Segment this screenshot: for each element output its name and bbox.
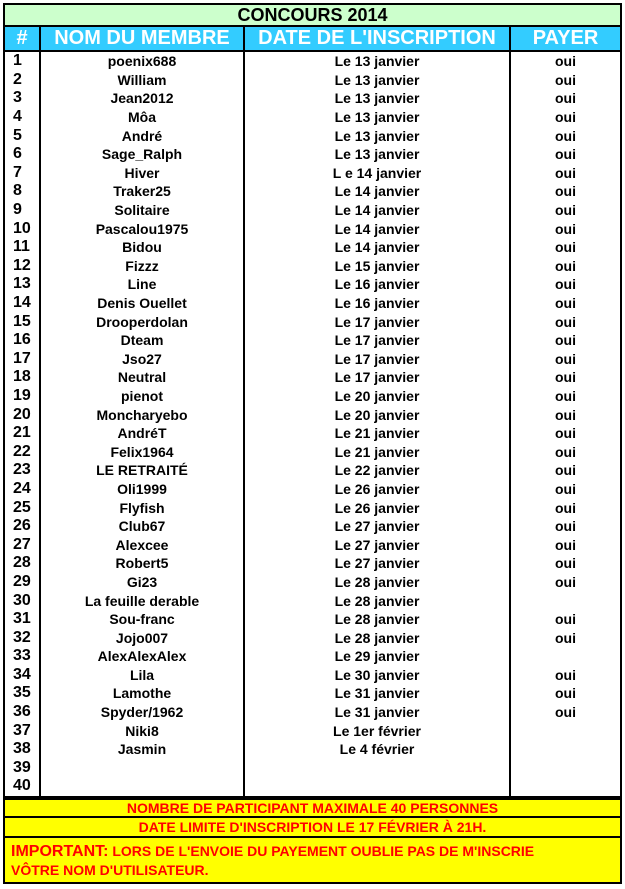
table-row	[5, 666, 620, 685]
sheet-title: CONCOURS 2014	[3, 3, 622, 27]
table-row	[5, 461, 620, 480]
member-name: Jean2012	[41, 89, 245, 108]
row-number: 19	[5, 387, 41, 406]
member-name: Felix1964	[41, 442, 245, 461]
registration-date: Le 1er février	[245, 721, 511, 740]
member-name: Jojo007	[41, 628, 245, 647]
table-row	[5, 759, 620, 778]
paid-status: oui	[555, 685, 576, 702]
paid-status: oui	[555, 276, 576, 293]
row-number: 7	[5, 164, 41, 183]
table-row	[5, 498, 620, 517]
table-row	[5, 535, 620, 554]
row-number: 33	[5, 647, 41, 666]
row-number: 12	[5, 257, 41, 276]
row-number: 38	[5, 740, 41, 759]
paid-status: oui	[555, 666, 576, 683]
table-row	[5, 71, 620, 90]
row-number: 18	[5, 368, 41, 387]
paid-status: oui	[555, 164, 576, 181]
registration-date: Le 17 janvier	[245, 312, 511, 331]
max-participants-note: NOMBRE DE PARTICIPANT MAXIMALE 40 PERSONNES	[3, 798, 622, 818]
row-number: 17	[5, 350, 41, 369]
table-row	[5, 684, 620, 703]
member-name: Pascalou1975	[41, 219, 245, 238]
member-name: Dteam	[41, 331, 245, 350]
table-row	[5, 517, 620, 536]
paid-status: oui	[555, 295, 576, 312]
row-number: 16	[5, 331, 41, 350]
header-registration-date: DATE DE L'INSCRIPTION	[245, 27, 511, 50]
contest-sheet	[3, 3, 622, 884]
paid-status: oui	[555, 220, 576, 237]
member-name: Bidou	[41, 238, 245, 257]
table-row	[5, 721, 620, 740]
registration-date: Le 27 janvier	[245, 535, 511, 554]
table-row	[5, 52, 620, 71]
table-header	[3, 27, 622, 52]
member-name	[41, 759, 245, 778]
header-number: #	[5, 27, 41, 50]
row-number: 25	[5, 498, 41, 517]
member-name: William	[41, 71, 245, 90]
paid-status: oui	[555, 443, 576, 460]
table-row	[5, 145, 620, 164]
table-row	[5, 331, 620, 350]
member-name: Gi23	[41, 573, 245, 592]
registration-date: Le 13 janvier	[245, 52, 511, 71]
table-row	[5, 610, 620, 629]
registration-date: Le 13 janvier	[245, 126, 511, 145]
important-text-line1: LORS DE L'ENVOIE DU PAYEMENT OUBLIE PAS DE M'INSCRIE	[108, 842, 535, 859]
paid-status	[511, 647, 620, 666]
paid-status: oui	[555, 555, 576, 572]
registration-date: Le 17 janvier	[245, 350, 511, 369]
row-number: 36	[5, 703, 41, 722]
paid-status: oui	[555, 53, 576, 70]
table-row	[5, 164, 620, 183]
table-row	[5, 368, 620, 387]
registration-date: Le 28 janvier	[245, 591, 511, 610]
registration-date: Le 4 février	[245, 740, 511, 759]
paid-status: oui	[555, 313, 576, 330]
registration-date: Le 21 janvier	[245, 424, 511, 443]
paid-status: oui	[555, 239, 576, 256]
registration-date: Le 31 janvier	[245, 684, 511, 703]
row-number: 10	[5, 219, 41, 238]
registration-date: Le 28 janvier	[245, 610, 511, 629]
registration-date: Le 28 janvier	[245, 573, 511, 592]
registration-date: Le 15 janvier	[245, 257, 511, 276]
member-name: Spyder/1962	[41, 703, 245, 722]
member-name	[41, 777, 245, 796]
row-number: 6	[5, 145, 41, 164]
table-row	[5, 238, 620, 257]
row-number: 34	[5, 666, 41, 685]
row-number: 5	[5, 126, 41, 145]
member-name: Hiver	[41, 164, 245, 183]
registration-date: Le 14 janvier	[245, 219, 511, 238]
table-row	[5, 108, 620, 127]
row-number: 32	[5, 628, 41, 647]
member-name: Fizzz	[41, 257, 245, 276]
registration-date: Le 14 janvier	[245, 201, 511, 220]
paid-status: oui	[555, 387, 576, 404]
paid-status: oui	[555, 257, 576, 274]
row-number: 37	[5, 721, 41, 740]
member-name: Lila	[41, 666, 245, 685]
member-name: Niki8	[41, 721, 245, 740]
member-name: Môa	[41, 108, 245, 127]
registration-date: Le 14 janvier	[245, 238, 511, 257]
table-row	[5, 126, 620, 145]
important-label: IMPORTANT:	[11, 842, 109, 860]
paid-status: oui	[555, 90, 576, 107]
registration-date: Le 14 janvier	[245, 182, 511, 201]
paid-status: oui	[555, 480, 576, 497]
registration-date: Le 21 janvier	[245, 442, 511, 461]
member-name: André	[41, 126, 245, 145]
member-name: AlexAlexAlex	[41, 647, 245, 666]
row-number: 22	[5, 442, 41, 461]
paid-status: oui	[555, 146, 576, 163]
paid-status: oui	[555, 518, 576, 535]
row-number: 1	[5, 52, 41, 71]
member-name: Club67	[41, 517, 245, 536]
row-number: 39	[5, 759, 41, 778]
paid-status	[511, 740, 620, 759]
paid-status: oui	[555, 406, 576, 423]
table-row	[5, 201, 620, 220]
registration-date: Le 29 janvier	[245, 647, 511, 666]
member-name: LE RETRAITÉ	[41, 461, 245, 480]
row-number: 15	[5, 312, 41, 331]
paid-status: oui	[555, 109, 576, 126]
table-row	[5, 294, 620, 313]
table-row	[5, 591, 620, 610]
table-row	[5, 257, 620, 276]
row-number: 20	[5, 405, 41, 424]
table-row	[5, 219, 620, 238]
paid-status	[511, 777, 620, 796]
important-note	[3, 838, 622, 884]
member-name: Flyfish	[41, 498, 245, 517]
row-number: 23	[5, 461, 41, 480]
registration-date	[245, 777, 511, 796]
paid-status: oui	[555, 369, 576, 386]
header-paid: PAYER	[532, 27, 599, 49]
table-row	[5, 554, 620, 573]
row-number: 28	[5, 554, 41, 573]
registration-date: Le 13 janvier	[245, 89, 511, 108]
table-row	[5, 275, 620, 294]
row-number: 40	[5, 777, 41, 796]
paid-status	[511, 591, 620, 610]
row-number: 21	[5, 424, 41, 443]
registration-date: Le 13 janvier	[245, 145, 511, 164]
paid-status: oui	[555, 611, 576, 628]
registration-date: Le 22 janvier	[245, 461, 511, 480]
row-number: 13	[5, 275, 41, 294]
row-number: 35	[5, 684, 41, 703]
member-name: Neutral	[41, 368, 245, 387]
member-name: AndréT	[41, 424, 245, 443]
member-name: pienot	[41, 387, 245, 406]
member-name: La feuille derable	[41, 591, 245, 610]
member-name: Robert5	[41, 554, 245, 573]
registration-date: Le 16 janvier	[245, 275, 511, 294]
registration-date	[245, 759, 511, 778]
registration-date: Le 31 janvier	[245, 703, 511, 722]
paid-status: oui	[555, 71, 576, 88]
member-name: Moncharyebo	[41, 405, 245, 424]
important-text-line2: VÔTRE NOM D'UTILISATEUR.	[11, 861, 209, 878]
table-row	[5, 182, 620, 201]
paid-status: oui	[555, 350, 576, 367]
row-number: 14	[5, 294, 41, 313]
table-row	[5, 628, 620, 647]
registration-date: Le 26 janvier	[245, 498, 511, 517]
table-row	[5, 777, 620, 796]
member-name: Line	[41, 275, 245, 294]
deadline-note: DATE LIMITE D'INSCRIPTION LE 17 FÉVRIER À 21H.	[3, 818, 622, 838]
row-number: 26	[5, 517, 41, 536]
table-row	[5, 740, 620, 759]
row-number: 11	[5, 238, 41, 257]
paid-status: oui	[555, 704, 576, 721]
registration-date: Le 16 janvier	[245, 294, 511, 313]
member-name: Lamothe	[41, 684, 245, 703]
registration-date: Le 28 janvier	[245, 628, 511, 647]
paid-status: oui	[555, 499, 576, 516]
paid-status	[511, 759, 620, 778]
table-row	[5, 424, 620, 443]
paid-status: oui	[555, 127, 576, 144]
row-number: 30	[5, 591, 41, 610]
member-name: Traker25	[41, 182, 245, 201]
member-name: Oli1999	[41, 480, 245, 499]
paid-status	[511, 721, 620, 740]
paid-status: oui	[555, 536, 576, 553]
row-number: 3	[5, 89, 41, 108]
registration-date: L e 14 janvier	[245, 164, 511, 183]
registration-date: Le 26 janvier	[245, 480, 511, 499]
row-number: 31	[5, 610, 41, 629]
registration-date: Le 17 janvier	[245, 331, 511, 350]
table-row	[5, 350, 620, 369]
row-number: 27	[5, 535, 41, 554]
table-row	[5, 405, 620, 424]
member-name: Drooperdolan	[41, 312, 245, 331]
paid-status: oui	[555, 573, 576, 590]
registration-date: Le 20 janvier	[245, 387, 511, 406]
paid-status: oui	[555, 332, 576, 349]
paid-status: oui	[555, 202, 576, 219]
registration-date: Le 17 janvier	[245, 368, 511, 387]
table-row	[5, 647, 620, 666]
registration-date: Le 27 janvier	[245, 554, 511, 573]
member-name: Jso27	[41, 350, 245, 369]
table-row	[5, 387, 620, 406]
table-row	[5, 312, 620, 331]
registration-date: Le 13 janvier	[245, 108, 511, 127]
paid-status: oui	[555, 629, 576, 646]
paid-status: oui	[555, 425, 576, 442]
paid-status: oui	[555, 183, 576, 200]
member-name: poenix688	[41, 52, 245, 71]
member-name: Solitaire	[41, 201, 245, 220]
registration-date: Le 27 janvier	[245, 517, 511, 536]
table-row	[5, 442, 620, 461]
row-number: 8	[5, 182, 41, 201]
table-row	[5, 703, 620, 722]
header-member-name: NOM DU MEMBRE	[41, 27, 245, 50]
registration-date: Le 30 janvier	[245, 666, 511, 685]
member-name: Alexcee	[41, 535, 245, 554]
participants-table	[3, 52, 622, 796]
row-number: 9	[5, 201, 41, 220]
row-number: 24	[5, 480, 41, 499]
row-number: 29	[5, 573, 41, 592]
paid-status: oui	[555, 462, 576, 479]
table-row	[5, 480, 620, 499]
table-row	[5, 89, 620, 108]
registration-date: Le 20 janvier	[245, 405, 511, 424]
member-name: Sage_Ralph	[41, 145, 245, 164]
registration-date: Le 13 janvier	[245, 71, 511, 90]
row-number: 4	[5, 108, 41, 127]
table-row	[5, 573, 620, 592]
member-name: Sou-franc	[41, 610, 245, 629]
row-number: 2	[5, 71, 41, 90]
member-name: Jasmin	[41, 740, 245, 759]
member-name: Denis Ouellet	[41, 294, 245, 313]
